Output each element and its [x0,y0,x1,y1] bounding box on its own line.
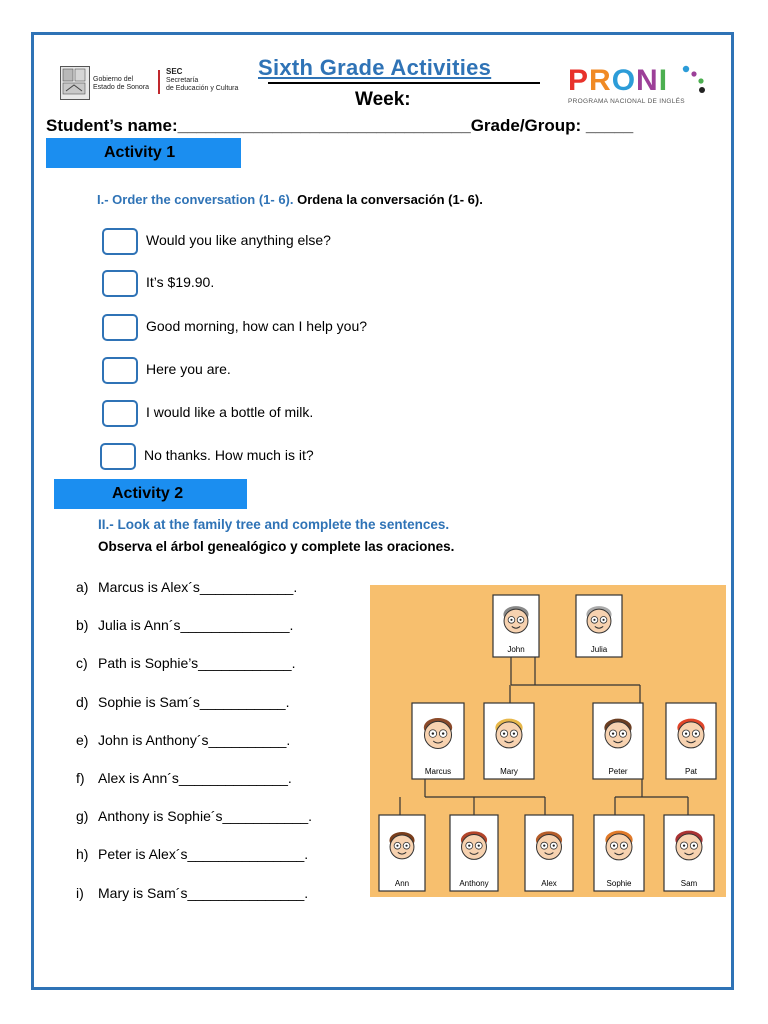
face-icon [606,834,632,860]
sentence-item[interactable] [76,770,292,786]
person-name: Mary [500,767,518,776]
pupil-icon [612,732,614,734]
sentence-text: Marcus is Alex´s____________. [98,579,298,595]
pupil-icon [623,844,625,846]
sentence-text: John is Anthony´s__________. [98,731,291,748]
person-name: Ann [394,879,410,888]
coat-of-arms-icon [60,66,90,100]
face-icon [504,609,528,633]
sentence-item[interactable] [76,732,290,748]
sentence-item[interactable] [76,617,293,633]
order-number-box[interactable] [100,443,136,470]
pupil-icon [503,732,505,734]
person-name: Sam [680,879,698,888]
pupil-icon [396,845,398,847]
pupil-icon [442,732,444,734]
person-name: Pat [684,767,698,776]
conversation-line: Good morning, how can I help you? [146,318,368,334]
sentence-item[interactable] [76,808,312,824]
activity-1-instruction [97,192,483,207]
sentence-letter: c) [76,655,88,672]
proni-letter: N [636,64,659,97]
logo-separator [158,70,160,94]
face-icon [537,834,562,859]
sentence-text: Mary is Sam´s_______________. [98,884,309,901]
order-number-box[interactable] [102,400,138,427]
pupil-icon [405,845,407,847]
sentence-text: Sophie is Sam´s___________. [98,693,290,710]
sentence-letter: a) [76,579,89,595]
sentence-text: Anthony is Sophie´s___________. [98,808,313,825]
gov-line2: Estado de Sonora [93,84,150,91]
activity-1-label: Activity 1 [104,144,176,161]
instruction-2-spanish: Observa el árbol genealógico y complete las oraciones. [98,539,455,554]
pupil-icon [519,619,521,621]
instruction-2-english: II.- Look at the family tree and complete the sentences. [98,517,450,532]
pupil-icon [553,845,555,847]
sentence-item[interactable] [76,846,308,862]
order-number-box[interactable] [102,228,138,255]
face-icon [424,721,451,748]
person-name: Sophie [606,879,632,888]
government-logo [60,66,260,102]
activity-2-label: Activity 2 [112,485,184,502]
proni-subtitle: PROGRAMA NACIONAL DE INGLÉS [568,98,685,105]
pupil-icon [693,844,695,846]
family-tree-image [370,585,726,897]
person-name: Julia [590,645,608,654]
pupil-icon [622,732,624,734]
pupil-icon [685,732,687,734]
sentence-letter: e) [76,731,89,748]
activity-2-header [54,479,247,509]
sentence-item[interactable] [76,579,297,595]
sentence-letter: h) [76,846,89,863]
activity-1-header [46,138,241,168]
sec-line1: SEC [166,67,183,76]
face-icon [496,722,522,748]
sentence-letter: d) [76,693,89,710]
conversation-line: No thanks. How much is it? [144,447,314,463]
instruction-1-english: I.- Order the conversation (1- 6). [97,192,294,207]
instruction-1-spanish: Ordena la conversación (1- 6). [297,192,483,207]
sec-name [166,68,238,93]
face-icon [678,722,704,748]
face-icon [605,722,631,748]
sentence-letter: i) [76,884,84,901]
order-number-box[interactable] [102,314,138,341]
sentence-text: Path is Sophie’s____________. [98,655,296,672]
pupil-icon [593,619,595,621]
proni-letter: P [568,64,590,97]
student-name-line: Student’s name:_______________________________Grade/Group: _____ [46,116,634,135]
pupil-icon [478,845,480,847]
pupil-icon [513,732,515,734]
week-label: Week: [355,89,411,110]
pupil-icon [613,844,615,846]
proni-wordmark [568,64,668,98]
person-name: Marcus [424,767,452,776]
order-number-box[interactable] [102,270,138,297]
conversation-line: I would like a bottle of milk. [146,404,314,420]
gov-name [93,76,149,92]
gov-line1: Gobierno del [93,76,134,83]
sentence-letter: b) [76,617,89,634]
proni-letter: I [658,64,669,97]
pupil-icon [683,844,685,846]
conversation-line: Here you are. [146,361,231,377]
sec-line3: de Educación y Cultura [166,85,239,92]
page-title: Sixth Grade Activities [258,55,492,80]
sentence-letter: g) [76,808,89,825]
sentence-item[interactable] [76,694,289,710]
proni-logo [566,64,716,110]
pupil-icon [510,619,512,621]
conversation-line: It’s $19.90. [146,274,215,290]
proni-letter: O [611,64,637,97]
person-name: Anthony [459,879,489,888]
person-name: Alex [541,879,557,888]
title-underline [268,82,540,84]
sentence-text: Peter is Alex´s_______________. [98,846,309,863]
face-icon [587,609,611,633]
sentence-item[interactable] [76,885,308,901]
pupil-icon [432,732,434,734]
sentence-item[interactable] [76,655,295,671]
face-icon [676,834,702,860]
person-name: Peter [608,767,628,776]
sentence-letter: f) [76,770,85,786]
conversation-line: Would you like anything else? [146,232,331,248]
proni-letter: R [589,64,612,97]
sentence-text: Alex is Ann´s______________. [98,770,292,786]
sec-line2: Secretaría [166,77,199,84]
face-icon [390,835,414,859]
pupil-icon [543,845,545,847]
pupil-icon [602,619,604,621]
sentence-text: Julia is Ann´s______________. [98,617,294,634]
pupil-icon [468,845,470,847]
person-name: John [507,645,525,654]
pupil-icon [695,732,697,734]
face-icon [462,834,487,859]
order-number-box[interactable] [102,357,138,384]
